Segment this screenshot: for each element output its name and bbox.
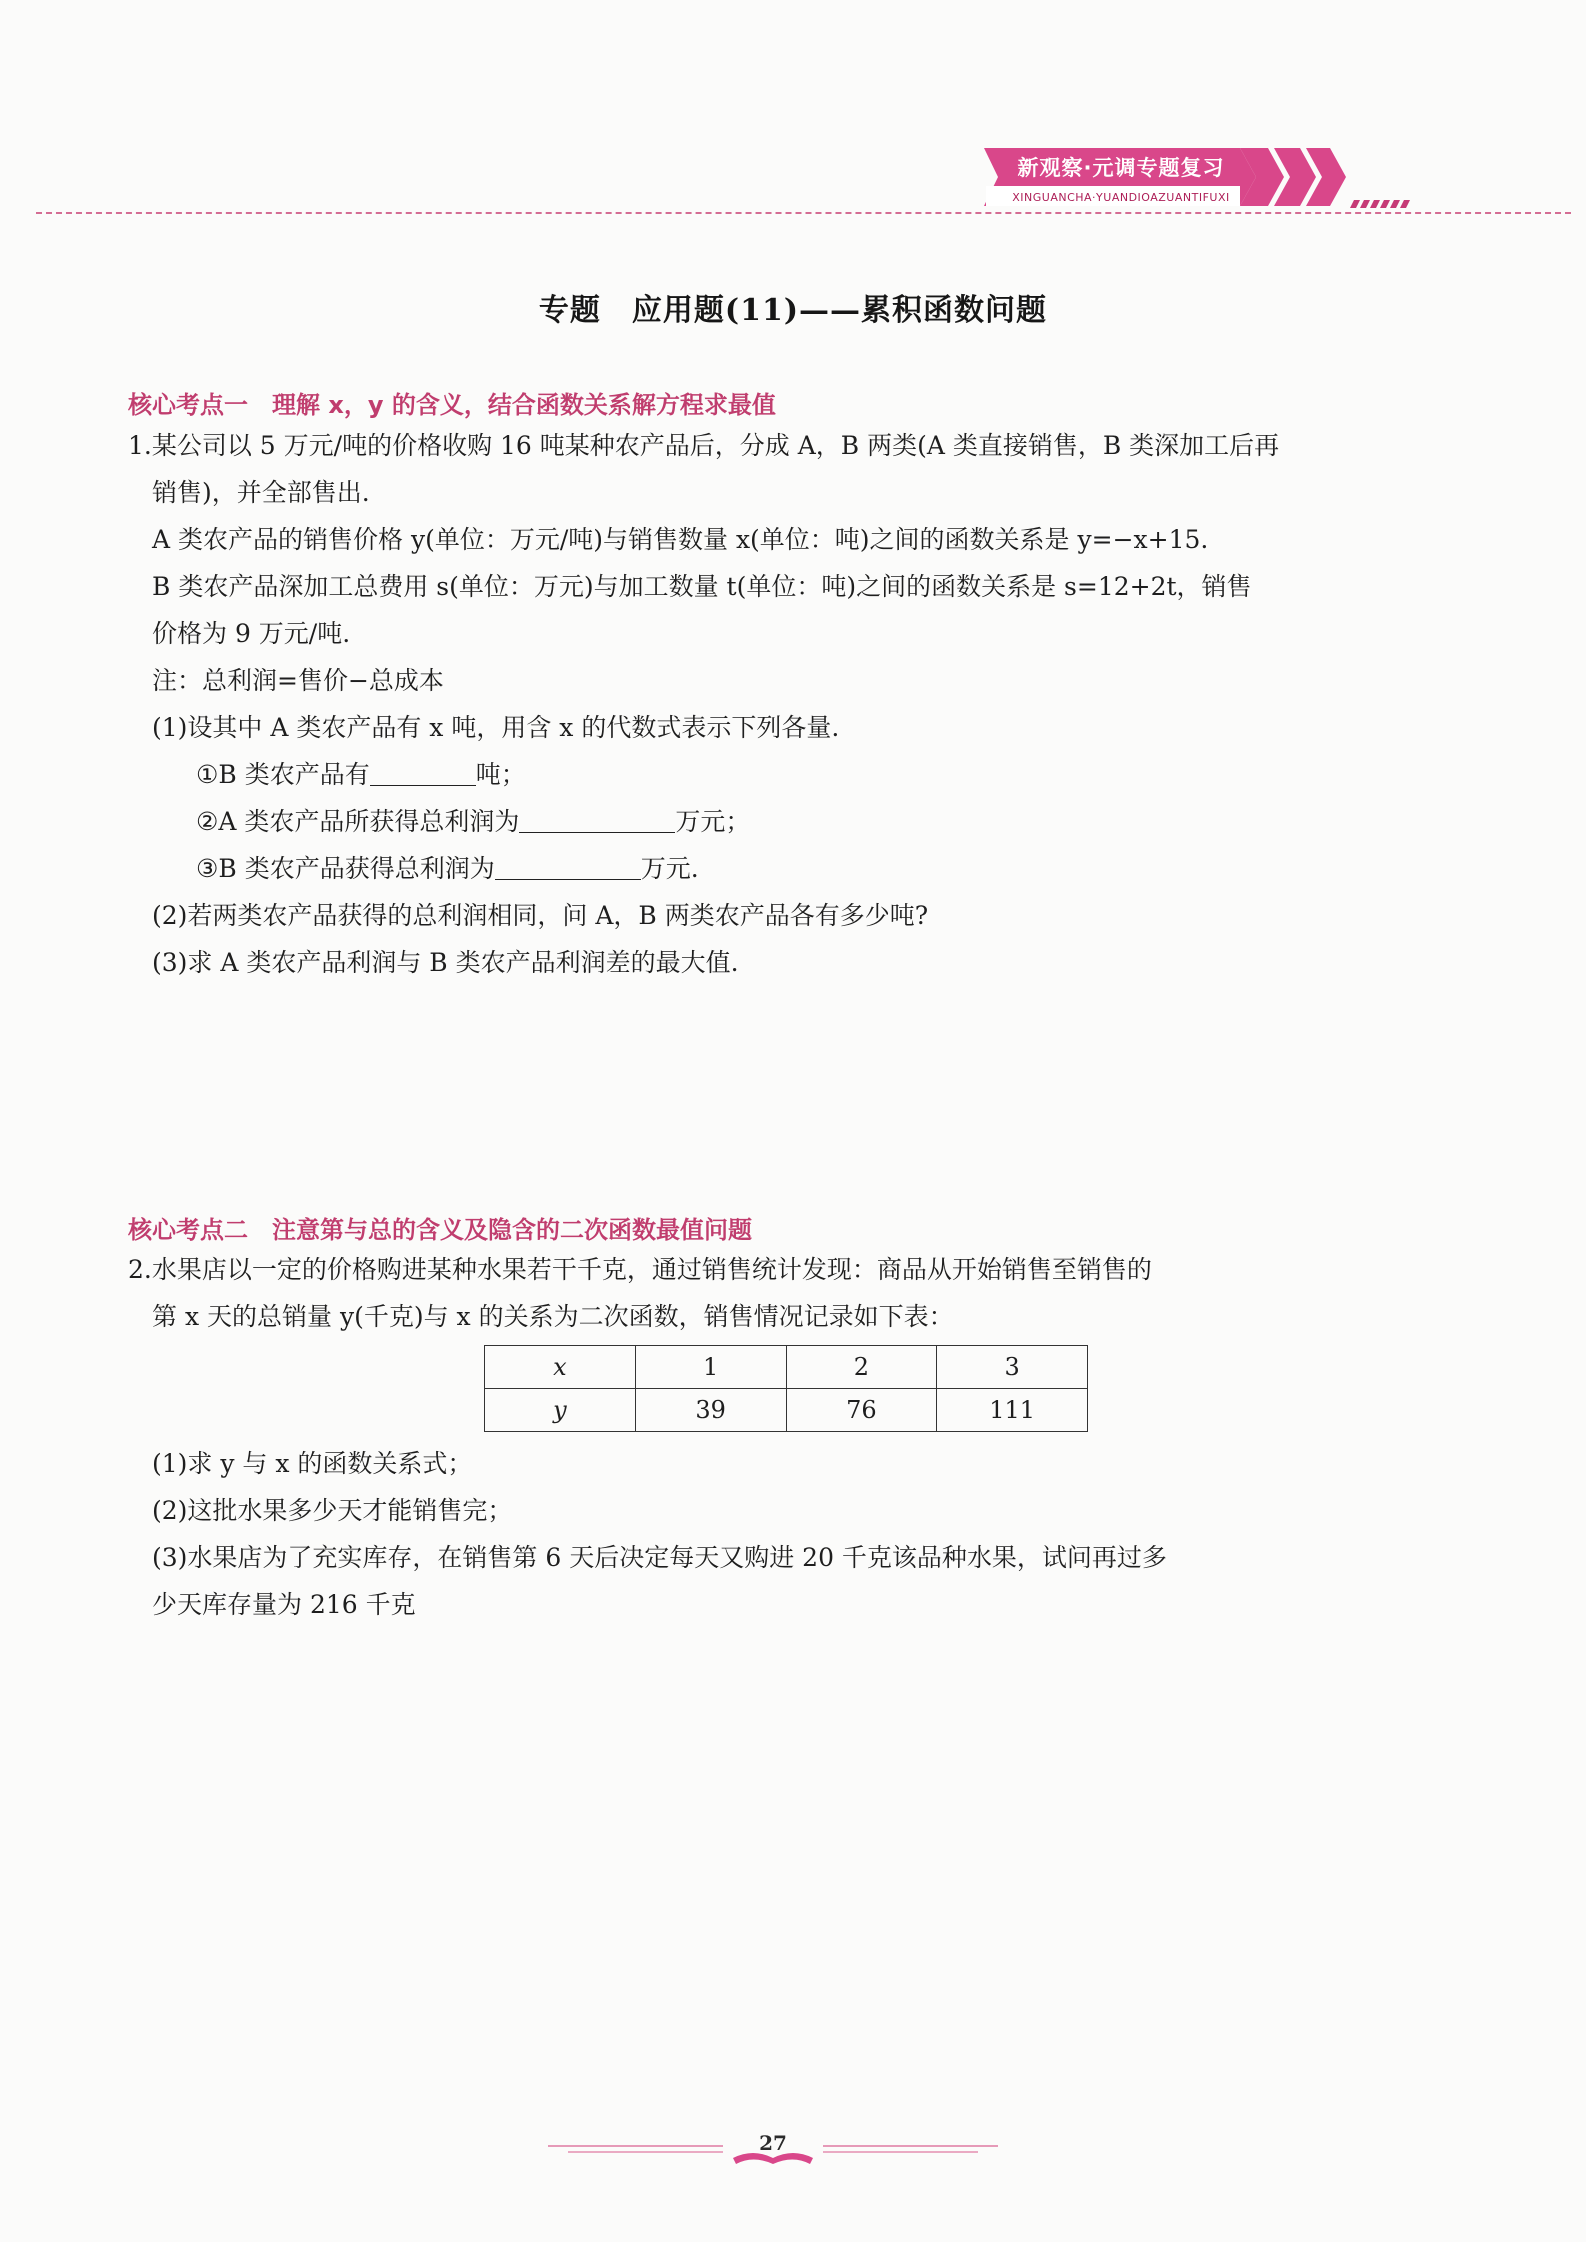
- table-cell: 76: [786, 1389, 937, 1432]
- page-title: 专题 应用题(11)——累积函数问题: [538, 293, 1048, 328]
- header-divider: [36, 212, 1571, 214]
- problem-2-line: 第 x 天的总销量 y(千克)与 x 的关系为二次函数，销售情况记录如下表：: [152, 1302, 954, 1331]
- table-cell: 39: [635, 1389, 786, 1432]
- answer-blank[interactable]: [495, 855, 641, 880]
- table-cell: 111: [937, 1389, 1088, 1432]
- table-cell: 1: [635, 1346, 786, 1389]
- table-cell: x: [485, 1346, 636, 1389]
- problem-1-line: A 类农产品的销售价格 y(单位：万元/吨)与销售数量 x(单位：吨)之间的函数关系是 y=−x+15.: [152, 525, 1209, 554]
- problem-1-line: 销售)，并全部售出.: [152, 478, 370, 507]
- blank-item-3: [196, 851, 699, 887]
- blank-item-unit: 万元；: [675, 807, 751, 836]
- blank-item-unit: 万元.: [640, 854, 699, 883]
- blank-item-text: ①B 类农产品有: [196, 760, 370, 789]
- section-heading-1: 核心考点一 理解 x，y 的含义，结合函数关系解方程求最值: [128, 391, 776, 419]
- problem-1-line: 1.某公司以 5 万元/吨的价格收购 16 吨某种农产品后，分成 A，B 两类(A 类直接销售，B 类深加工后再: [128, 431, 1280, 460]
- question-2-1: (1)求 y 与 x 的函数关系式；: [152, 1449, 473, 1478]
- question-2-3-cont: 少天库存量为 216 千克: [152, 1590, 416, 1619]
- blank-item-2: [196, 804, 750, 840]
- page-number: 27: [759, 2131, 787, 2155]
- question-2-3: (3)水果店为了充实库存，在销售第 6 天后决定每天又购进 20 千克该品种水果，试问再过多: [152, 1543, 1167, 1572]
- blank-item-1: [196, 757, 526, 793]
- question-2-2: (2)这批水果多少天才能销售完；: [152, 1496, 513, 1525]
- problem-1-line: 价格为 9 万元/吨.: [152, 619, 351, 648]
- problem-2-line: 2.水果店以一定的价格购进某种水果若干千克，通过销售统计发现：商品从开始销售至销售的: [128, 1255, 1152, 1284]
- table-cell: y: [485, 1389, 636, 1432]
- question-1-1: (1)设其中 A 类农产品有 x 吨，用含 x 的代数式表示下列各量.: [152, 713, 840, 742]
- table-row: [485, 1389, 1088, 1432]
- header-title: 新观察·元调专题复习: [1017, 156, 1225, 180]
- question-1-3: (3)求 A 类农产品利润与 B 类农产品利润差的最大值.: [152, 948, 739, 977]
- problem-1-note: 注：总利润=售价−总成本: [152, 666, 444, 695]
- blank-item-text: ②A 类农产品所获得总利润为: [196, 807, 520, 836]
- table-row: [485, 1346, 1088, 1389]
- answer-blank[interactable]: [370, 761, 476, 786]
- header-subtitle: XINGUANCHA·YUANDIOAZUANTIFUXI: [1012, 191, 1230, 204]
- section-heading-2: 核心考点二 注意第与总的含义及隐含的二次函数最值问题: [128, 1216, 752, 1244]
- blank-item-unit: 吨；: [475, 760, 526, 789]
- blank-item-text: ③B 类农产品获得总利润为: [196, 854, 495, 883]
- question-1-2: (2)若两类农产品获得的总利润相同，问 A，B 两类农产品各有多少吨?: [152, 901, 929, 930]
- table-cell: 2: [786, 1346, 937, 1389]
- table-cell: 3: [937, 1346, 1088, 1389]
- sales-table: [484, 1345, 1088, 1432]
- problem-1-line: B 类农产品深加工总费用 s(单位：万元)与加工数量 t(单位：吨)之间的函数关系是 s=12+2t，销售: [152, 572, 1252, 601]
- answer-blank[interactable]: [519, 808, 675, 833]
